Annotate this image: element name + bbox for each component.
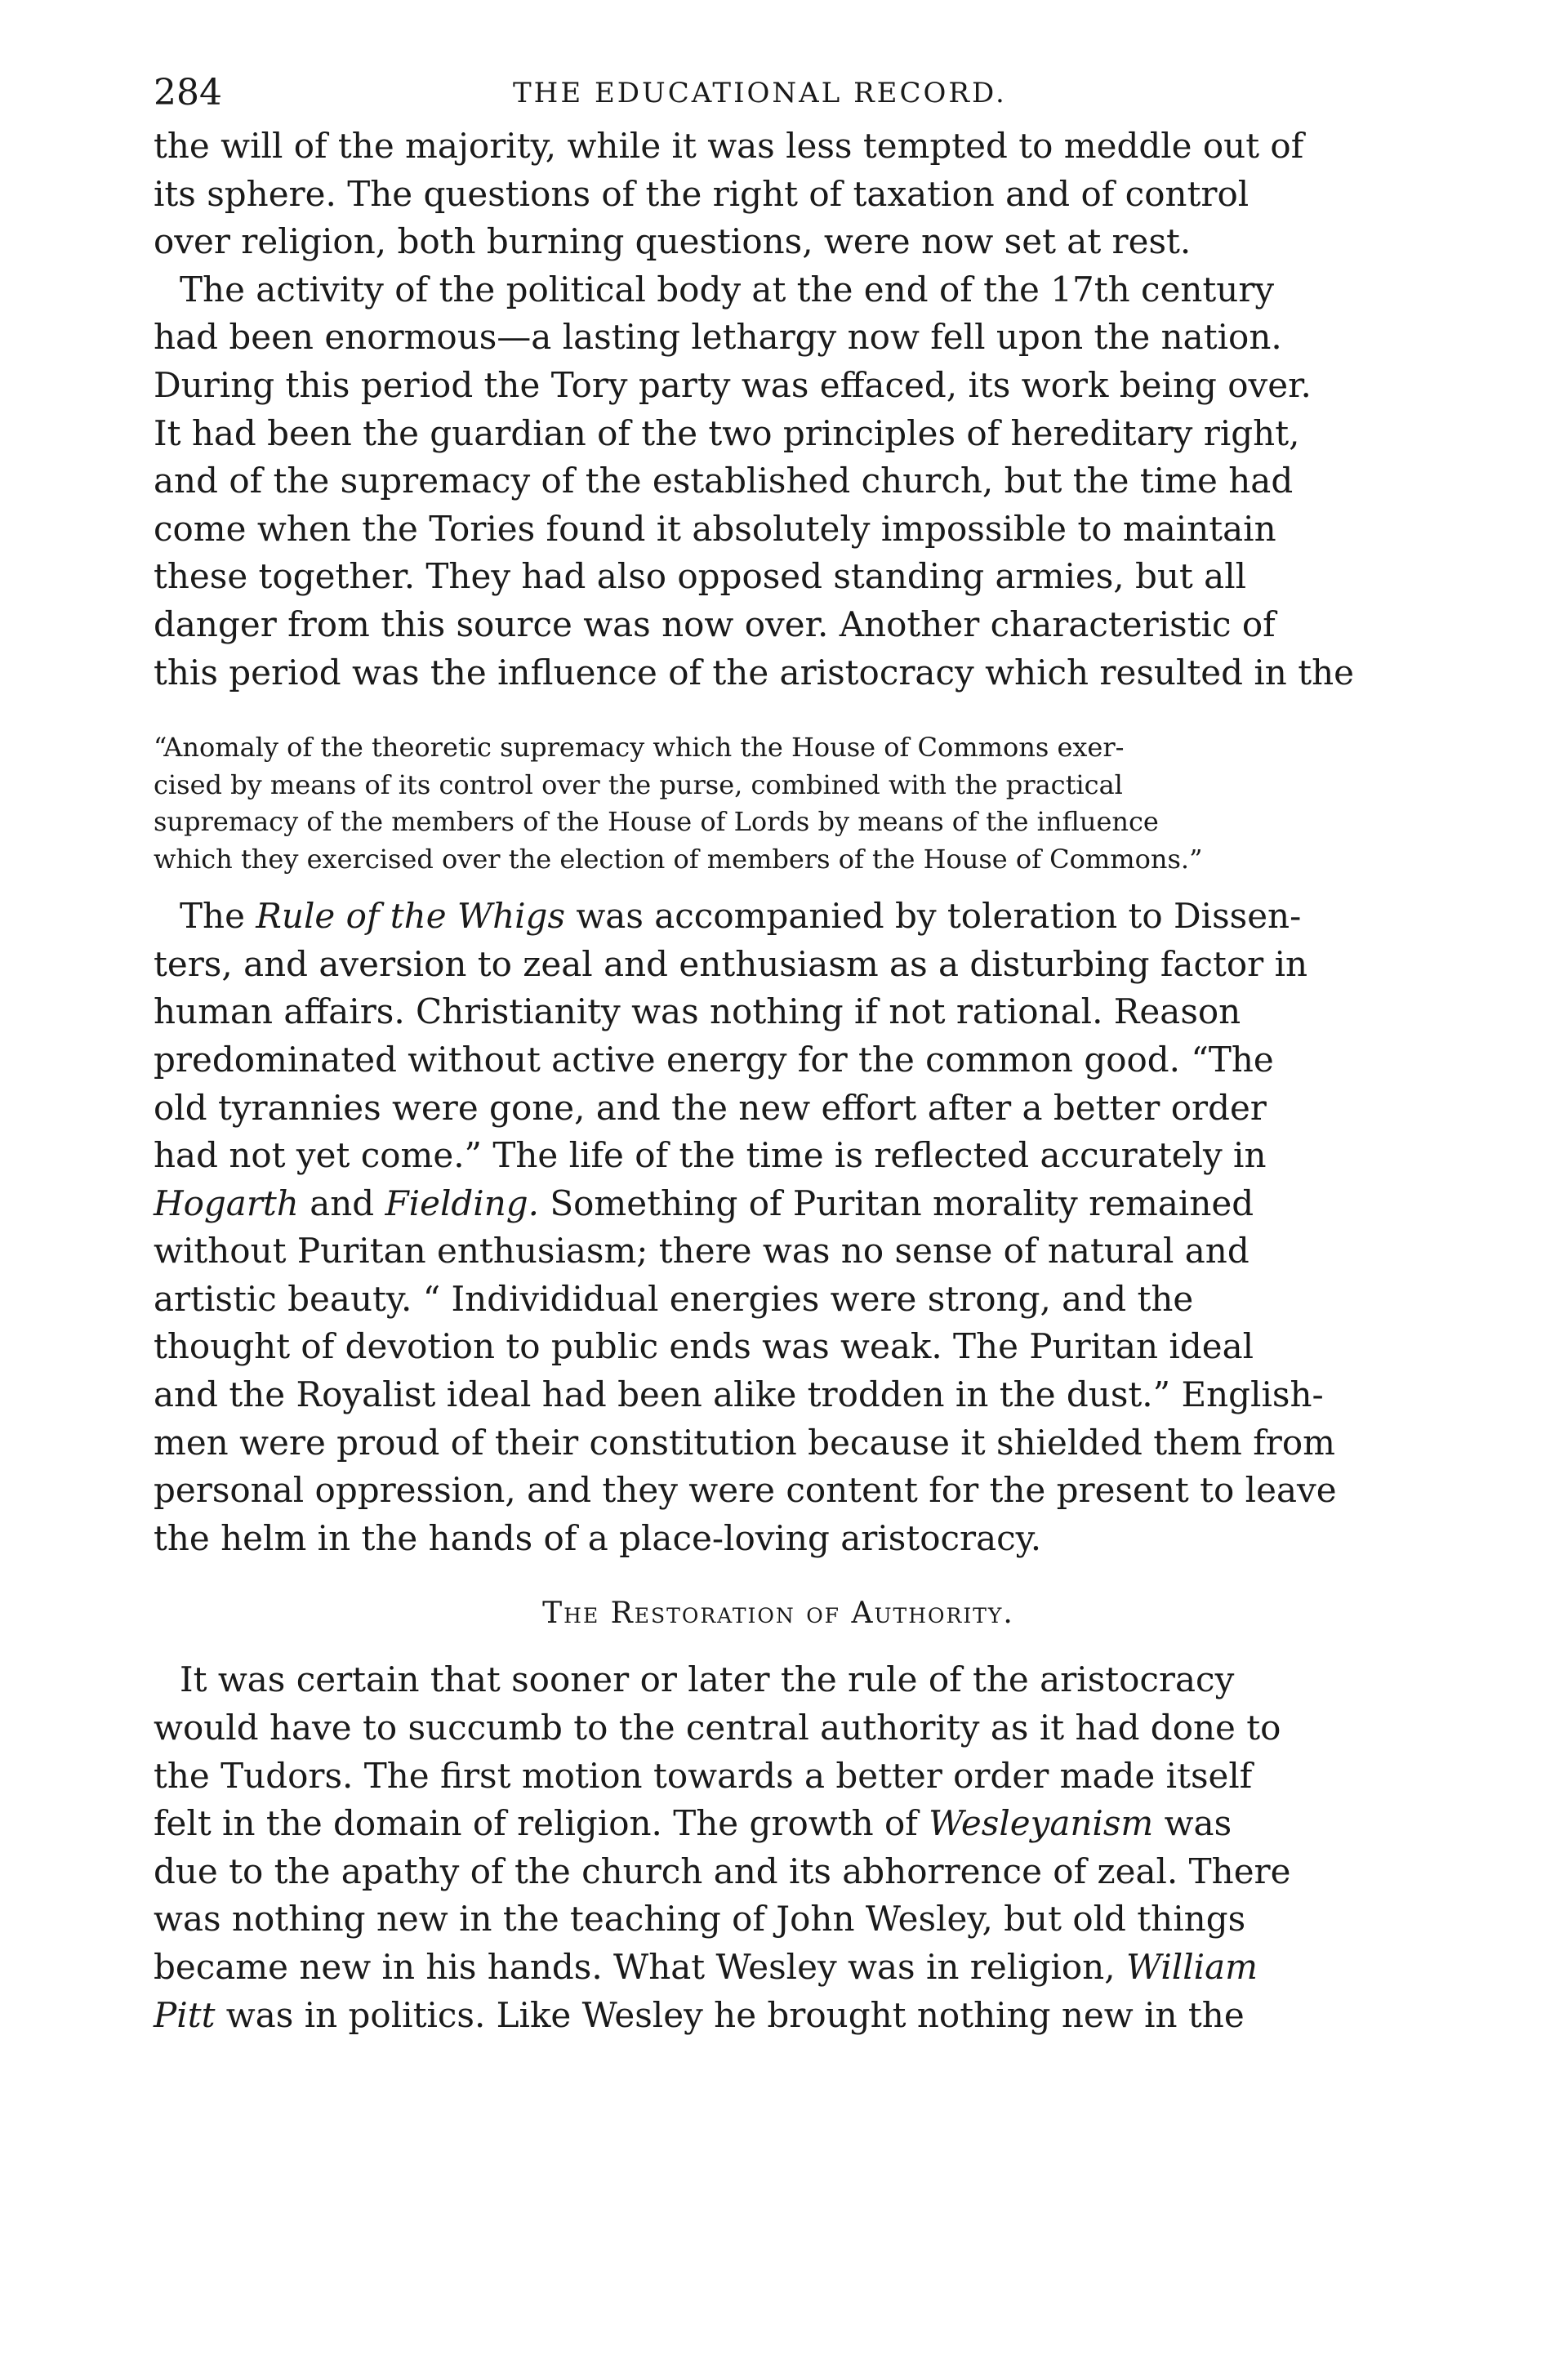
text-line: thought of devotion to public ends was weak. The Puritan ideal — [154, 1326, 1254, 1367]
text-fragment: was in politics. Like Wesley he brought nothing new in the — [215, 1994, 1245, 2035]
paragraph-3 — [154, 893, 1403, 1562]
paragraph-1 — [154, 122, 1403, 266]
text-line: due to the apathy of the church and its abhorrence of zeal. There — [154, 1851, 1291, 1891]
running-head — [154, 65, 1403, 122]
italic-name: Hogarth — [154, 1182, 299, 1223]
text-line: come when the Tories found it absolutely impossible to maintain — [154, 508, 1276, 549]
italic-name: Pitt — [154, 1994, 216, 2035]
text-fragment: was — [1153, 1803, 1232, 1844]
text-line: had been enormous—a lasting lethargy now fell upon the nation. — [154, 317, 1282, 358]
text-fragment: Something of Puritan morality remained — [539, 1182, 1254, 1223]
text-line: the will of the majority, while it was less tempted to meddle out of — [154, 126, 1304, 166]
italic-name: William — [1125, 1947, 1258, 1987]
text-line: ters, and aversion to zeal and enthusiasm as a disturbing factor in — [154, 943, 1308, 984]
text-line: would have to succumb to the central authority as it had done to — [154, 1708, 1281, 1748]
text-fragment: felt in the domain of religion. The growth of — [154, 1803, 929, 1844]
text-line: It was certain that sooner or later the rule of the aristocracy — [180, 1659, 1235, 1700]
page-number: 284 — [154, 72, 222, 114]
text-line: and of the supremacy of the established church, but the time had — [154, 461, 1294, 501]
text-line: human affairs. Christianity was nothing if not rational. Reason — [154, 991, 1241, 1032]
text-line: It had been the guardian of the two principles of hereditary right, — [154, 412, 1300, 453]
text-line — [154, 1800, 1403, 1848]
text-line: these together. They had also opposed standing armies, but all — [154, 556, 1247, 597]
italic-term: Wesleyanism — [929, 1803, 1154, 1844]
quote-line: cised by means of its control over the purse, combined with the practical — [154, 768, 1123, 800]
text-line: personal oppression, and they were content for the present to leave — [154, 1470, 1337, 1511]
quote-line: “Anomaly of the theoretic supremacy which the House of Commons exer- — [154, 732, 1125, 764]
text-line — [154, 893, 1403, 941]
page — [154, 65, 1403, 2039]
section-heading: The Restoration of Authority. — [542, 1597, 1014, 1631]
block-quote — [154, 729, 1403, 878]
paragraph-2 — [154, 266, 1403, 697]
text-fragment: was accompanied by toleration to Dissen- — [565, 896, 1302, 937]
text-line: over religion, both burning questions, were now set at rest. — [154, 221, 1192, 262]
text-line: the Tudors. The first motion towards a better order made itself — [154, 1755, 1253, 1796]
quote-line: supremacy of the members of the House of Lords by means of the influence — [154, 806, 1159, 838]
text-line: The activity of the political body at the end of the 17th century — [180, 269, 1275, 310]
text-line: men were proud of their constitution because it shielded them from — [154, 1422, 1335, 1463]
text-line: old tyrannies were gone, and the new effort after a better order — [154, 1087, 1267, 1128]
italic-title: Rule of the Whigs — [256, 896, 565, 937]
text-line: and the Royalist ideal had been alike trodden in the dust.” English- — [154, 1374, 1324, 1415]
text-fragment: and — [298, 1182, 385, 1223]
journal-title: THE EDUCATIONAL RECORD. — [513, 77, 1007, 109]
text-line: artistic beauty. “ Individidual energies were strong, and the — [154, 1278, 1194, 1319]
text-line: the helm in the hands of a place-loving aristocracy. — [154, 1517, 1042, 1558]
italic-name: Fielding. — [385, 1182, 539, 1223]
text-line: had not yet come.” The life of the time is reflected accurately in — [154, 1135, 1267, 1176]
paragraph-4 — [154, 1656, 1403, 2039]
text-line: During this period the Tory party was effaced, its work being over. — [154, 364, 1312, 405]
text-line: this period was the influence of the aristocracy which resulted in the — [154, 652, 1354, 693]
text-fragment: The — [180, 896, 256, 937]
text-line — [154, 1992, 1403, 2040]
text-line — [154, 1180, 1403, 1228]
text-line: was nothing new in the teaching of John Wesley, but old things — [154, 1899, 1246, 1940]
text-line: danger from this source was now over. Another characteristic of — [154, 603, 1276, 644]
text-line: without Puritan enthusiasm; there was no sense of natural and — [154, 1231, 1250, 1272]
quote-line: which they exercised over the election of members of the House of Commons.” — [154, 843, 1203, 875]
text-line: predominated without active energy for the common good. “The — [154, 1039, 1274, 1080]
text-fragment: became new in his hands. What Wesley was in religion, — [154, 1947, 1126, 1987]
text-line: its sphere. The questions of the right of taxation and of control — [154, 173, 1250, 214]
text-line — [154, 1944, 1403, 1992]
